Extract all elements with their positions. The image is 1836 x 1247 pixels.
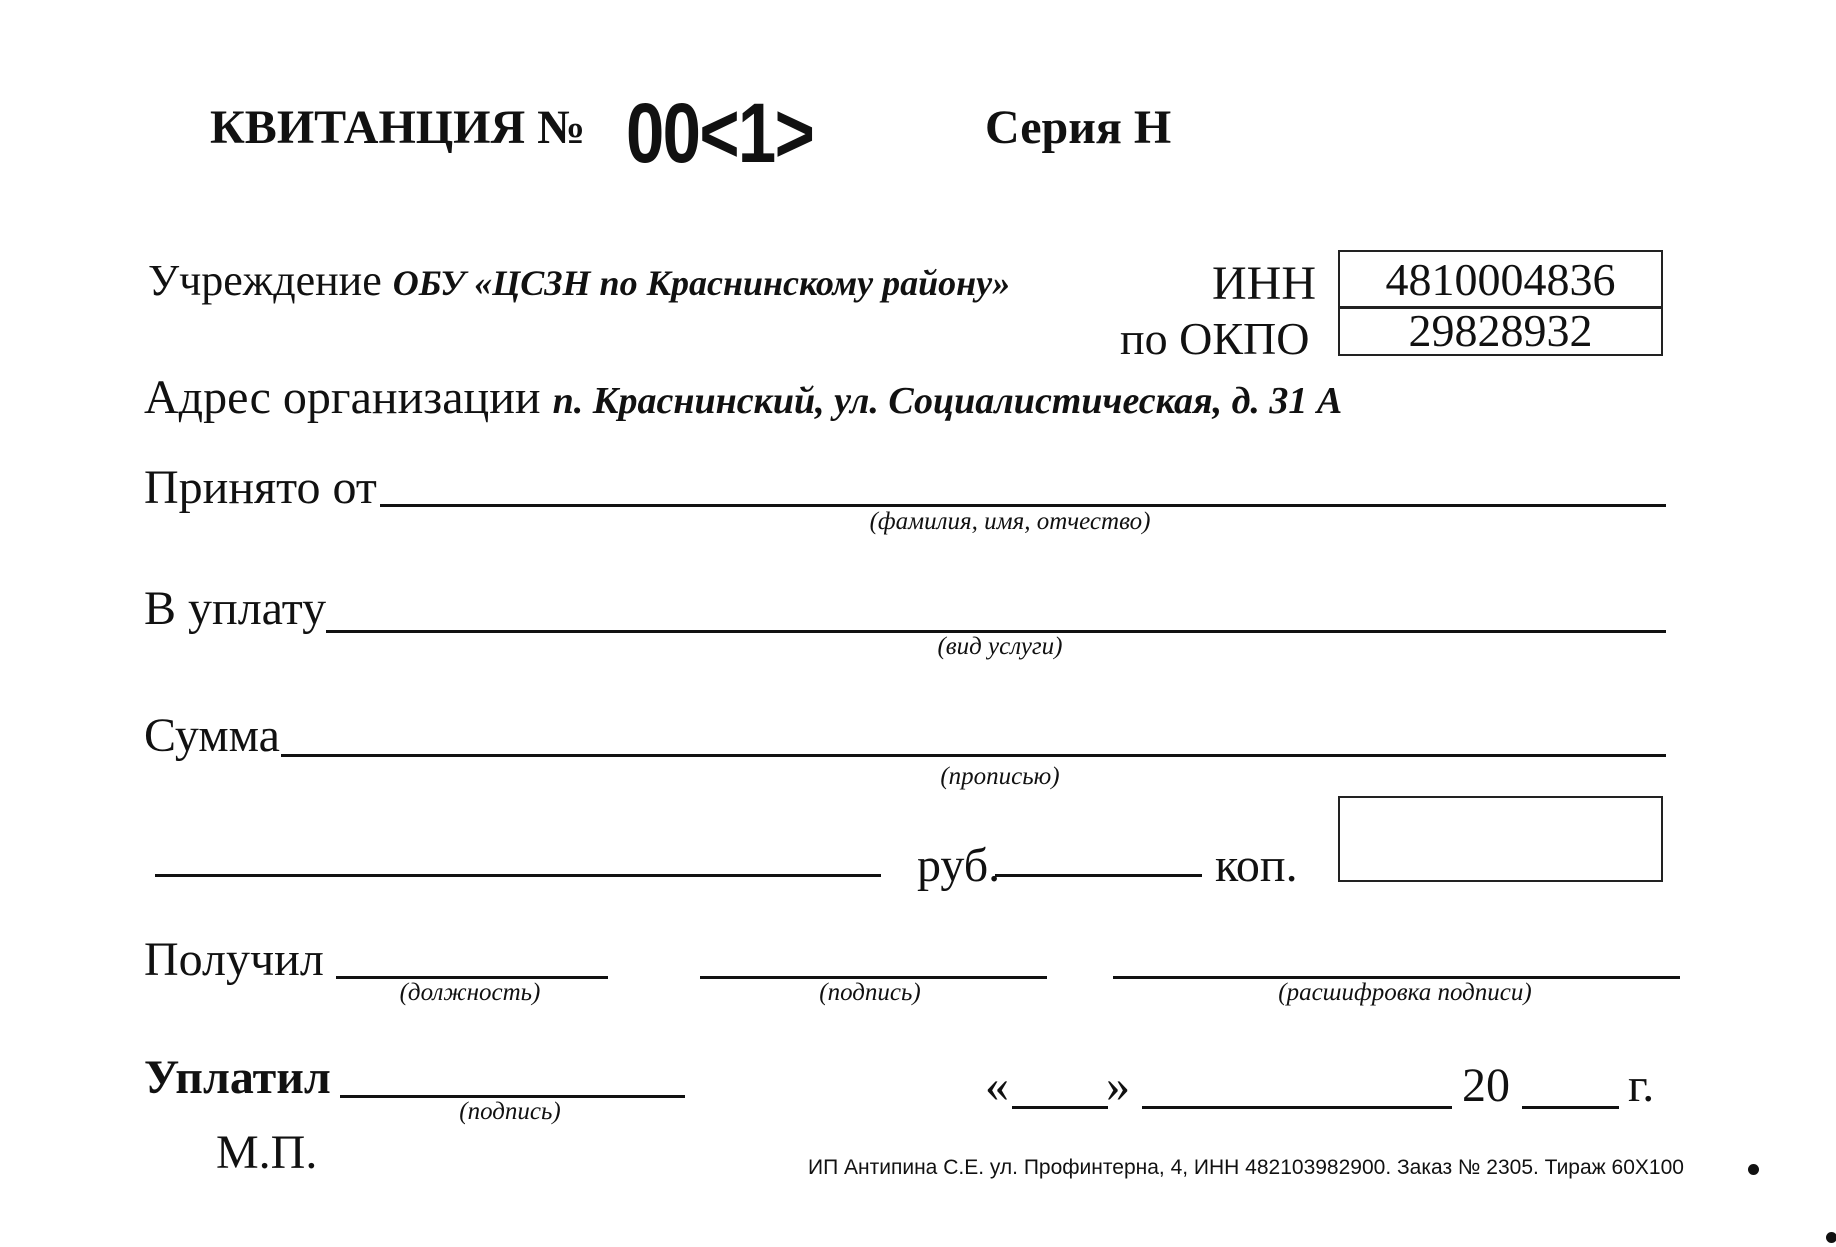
payment-for-hint: (вид услуги) [937, 633, 1063, 660]
date-day-field[interactable] [1012, 1106, 1108, 1109]
institution-row [148, 255, 1010, 306]
kop-label: коп. [1215, 839, 1298, 892]
okpo-box [1338, 306, 1663, 356]
received-from-field[interactable] [380, 504, 1666, 507]
date-open-quote: « [985, 1059, 1009, 1112]
date-year-prefix: 20 [1462, 1059, 1510, 1112]
received-from-label: Принято от [144, 461, 377, 514]
amount-digits-box[interactable] [1338, 796, 1663, 882]
payment-for-label: В уплату [144, 582, 327, 635]
amount-words-hint: (прописью) [940, 763, 1060, 790]
date-month-field[interactable] [1142, 1106, 1452, 1109]
rubles-field[interactable] [155, 874, 881, 877]
date-year-suffix: г. [1628, 1059, 1655, 1112]
inn-value: 4810004836 [1385, 254, 1616, 305]
inn-label: ИНН [1212, 257, 1316, 310]
inn-box [1338, 250, 1663, 309]
address-label: Адрес организации [144, 371, 541, 424]
margin-dot [1826, 1232, 1836, 1243]
address-value: п. Краснинский, ул. Социалистическая, д. 31 А [552, 380, 1343, 422]
received-by-decode-hint: (расшифровка подписи) [1278, 979, 1532, 1006]
date-year-field[interactable] [1522, 1106, 1619, 1109]
receipt-number: 00<1> [626, 86, 814, 180]
received-by-position-hint: (должность) [399, 979, 541, 1006]
receipt-title: КВИТАНЦИЯ № [210, 101, 586, 154]
paid-by-label: Уплатил [144, 1051, 331, 1104]
okpo-label: по ОКПО [1120, 313, 1310, 364]
stamp-place: М.П. [216, 1126, 318, 1179]
paid-by-signature-hint: (подпись) [459, 1098, 561, 1125]
kopecks-field[interactable] [995, 874, 1202, 877]
received-by-label: Получил [144, 933, 324, 986]
received-from-hint: (фамилия, имя, отчество) [869, 508, 1151, 535]
date-close-quote: » [1106, 1059, 1130, 1112]
margin-dot [1748, 1164, 1759, 1175]
printer-info: ИП Антипина С.Е. ул. Профинтерна, 4, ИНН 482103982900. Заказ № 2305. Тираж 60Х100 [808, 1156, 1684, 1179]
receipt-series: Серия Н [985, 101, 1172, 154]
received-by-signature-hint: (подпись) [819, 979, 921, 1006]
rub-label: руб. [917, 839, 1001, 892]
okpo-value: 29828932 [1408, 305, 1593, 356]
amount-words-field[interactable] [281, 754, 1666, 757]
address-row [144, 370, 1342, 425]
amount-label: Сумма [144, 709, 280, 762]
institution-value: ОБУ «ЦСЗН по Краснинскому району» [392, 263, 1011, 303]
institution-label: Учреждение [148, 256, 382, 305]
